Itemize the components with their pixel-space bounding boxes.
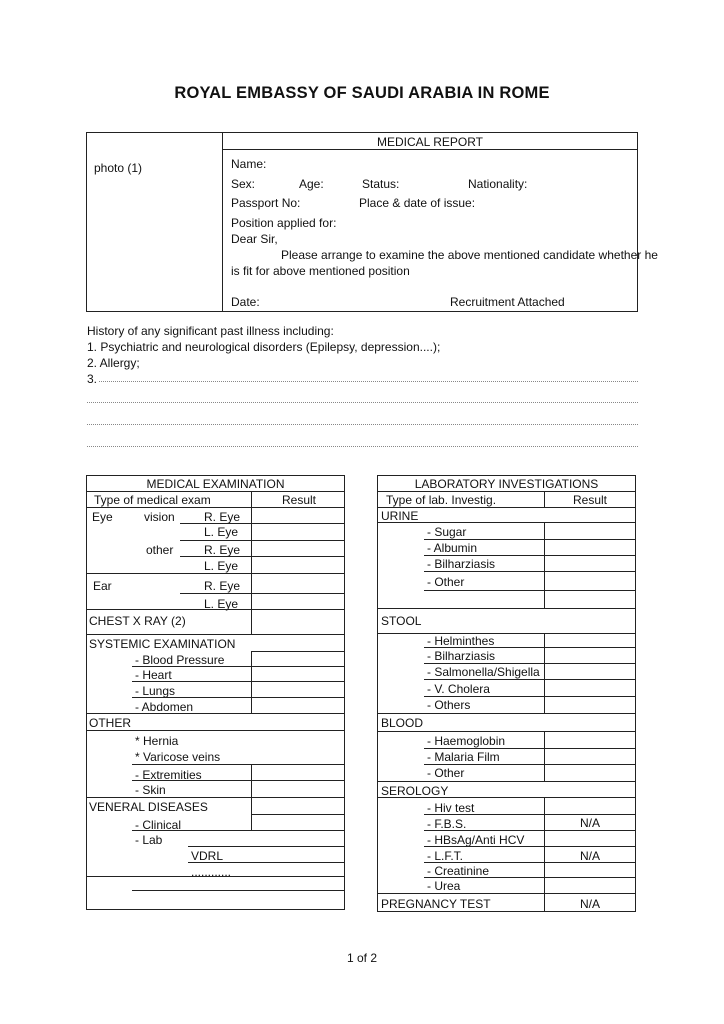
- table-rule: [86, 573, 345, 574]
- request-text-1: Please arrange to examine the above mentioned candidate whether he: [281, 248, 658, 262]
- position-label: Position applied for:: [231, 216, 337, 230]
- helminthes-label: - Helminthes: [427, 634, 495, 648]
- photo-placeholder: photo (1): [94, 161, 143, 175]
- table-rule: [424, 571, 636, 572]
- recruitment-label: Recruitment Attached: [450, 295, 565, 309]
- lft-result: N/A: [579, 849, 600, 863]
- table-rule: [132, 890, 345, 891]
- table-rule: [188, 862, 345, 863]
- other-section-label: OTHER: [89, 716, 131, 730]
- sex-label: Sex:: [231, 177, 256, 191]
- page-title: ROYAL EMBASSY OF SAUDI ARABIA IN ROME: [174, 84, 550, 102]
- other-urine-label: - Other: [427, 575, 465, 589]
- systemic-exam-label: SYSTEMIC EXAMINATION: [89, 637, 236, 651]
- result-column-line: [544, 522, 545, 608]
- varicose-label: * Varicose veins: [135, 750, 221, 764]
- table-rule: [377, 893, 636, 894]
- result-column-line: [544, 633, 545, 713]
- lab-dots: ............: [191, 865, 232, 879]
- table-rule: [86, 491, 345, 492]
- other-leye: L. Eye: [204, 559, 239, 573]
- bilharziasis-stool-label: - Bilharziasis: [427, 649, 496, 663]
- table-rule: [188, 846, 345, 847]
- report-title: MEDICAL REPORT: [376, 135, 484, 149]
- ear-leye: L. Eye: [204, 597, 239, 611]
- veneral-diseases-label: VENERAL DISEASES: [89, 800, 208, 814]
- table-rule: [180, 593, 345, 594]
- ear-reye: R. Eye: [204, 579, 241, 593]
- table-rule: [86, 634, 345, 635]
- col-type-lab: Type of lab. Investig.: [386, 493, 497, 507]
- blood-label: BLOOD: [381, 716, 424, 730]
- table-rule: [424, 696, 636, 697]
- fbs-result: N/A: [579, 816, 600, 830]
- history-heading: History of any significant past illness including:: [87, 324, 334, 338]
- chest-xray-label: CHEST X RAY (2): [89, 614, 186, 628]
- table-rule: [377, 797, 636, 798]
- table-rule: [86, 609, 345, 610]
- status-label: Status:: [362, 177, 400, 191]
- result-column-line: [251, 651, 252, 713]
- table-rule: [180, 523, 345, 524]
- lab-investigations-title: LABORATORY INVESTIGATIONS: [414, 477, 599, 491]
- dotted-line: [99, 381, 638, 382]
- age-label: Age:: [299, 177, 324, 191]
- table-rule: [377, 491, 636, 492]
- passport-label: Passport No:: [231, 196, 301, 210]
- history-item-3: 3.: [87, 372, 98, 386]
- table-rule: [132, 764, 345, 765]
- clinical-label: - Clinical: [135, 818, 182, 832]
- table-rule: [132, 666, 345, 667]
- skin-label: - Skin: [135, 783, 166, 797]
- report-header-box: [86, 132, 638, 312]
- table-rule: [424, 647, 636, 648]
- table-rule: [251, 814, 345, 815]
- table-rule: [132, 830, 345, 831]
- table-rule: [377, 608, 636, 609]
- table-rule: [132, 681, 345, 682]
- eye-label: Eye: [92, 510, 113, 524]
- name-label: Name:: [231, 157, 267, 171]
- table-rule: [377, 633, 636, 634]
- other-reye: R. Eye: [204, 543, 241, 557]
- extremities-label: - Extremities: [135, 768, 202, 782]
- col-type-medical: Type of medical exam: [94, 493, 211, 507]
- page-number: 1 of 2: [346, 951, 378, 965]
- table-rule: [424, 764, 636, 765]
- place-date-label: Place & date of issue:: [359, 196, 476, 210]
- vision-label: vision: [144, 510, 175, 524]
- bilharziasis-urine-label: - Bilharziasis: [427, 557, 496, 571]
- vision-leye: L. Eye: [204, 525, 239, 539]
- nationality-label: Nationality:: [468, 177, 528, 191]
- malaria-label: - Malaria Film: [427, 750, 500, 764]
- table-rule: [180, 556, 345, 557]
- result-column-line: [251, 491, 252, 634]
- sugar-label: - Sugar: [427, 525, 467, 539]
- report-title-divider: [222, 149, 638, 150]
- serology-label: SEROLOGY: [381, 784, 449, 798]
- others-label: - Others: [427, 698, 471, 712]
- other-label: other: [146, 543, 174, 557]
- table-rule: [86, 507, 345, 508]
- pregnancy-test-label: PREGNANCY TEST: [381, 897, 491, 911]
- table-rule: [424, 877, 636, 878]
- col-result-lab: Result: [573, 493, 608, 507]
- table-rule: [132, 780, 345, 781]
- table-rule: [180, 540, 345, 541]
- date-label: Date:: [231, 295, 260, 309]
- table-rule: [424, 590, 636, 591]
- medical-exam-title: MEDICAL EXAMINATION: [146, 477, 285, 491]
- fbs-label: - F.B.S.: [427, 817, 467, 831]
- pregnancy-result: N/A: [579, 897, 600, 911]
- table-rule: [424, 862, 636, 863]
- ear-label: Ear: [93, 579, 112, 593]
- table-rule: [424, 555, 636, 556]
- table-rule: [424, 748, 636, 749]
- hbsag-label: - HBsAg/Anti HCV: [427, 833, 525, 847]
- history-item-1: 1. Psychiatric and neurological disorders (Epilepsy, depression....);: [87, 340, 441, 354]
- salutation: Dear Sir,: [231, 232, 278, 246]
- table-rule: [86, 797, 345, 798]
- lab-label: - Lab: [135, 833, 163, 847]
- table-rule: [377, 713, 636, 714]
- urea-label: - Urea: [427, 879, 461, 893]
- dotted-line: [87, 402, 638, 403]
- creatinine-label: - Creatinine: [427, 864, 490, 878]
- table-rule: [86, 876, 345, 877]
- table-rule: [132, 697, 345, 698]
- lungs-label: - Lungs: [135, 684, 176, 698]
- cholera-label: - V. Cholera: [427, 682, 490, 696]
- table-rule: [251, 651, 345, 652]
- result-column-line: [544, 731, 545, 781]
- table-rule: [377, 731, 636, 732]
- table-rule: [424, 846, 636, 847]
- lft-label: - L.F.T.: [427, 849, 464, 863]
- table-rule: [424, 814, 636, 815]
- albumin-label: - Albumin: [427, 541, 478, 555]
- table-rule: [424, 679, 636, 680]
- table-rule: [86, 713, 345, 714]
- history-item-2: 2. Allergy;: [87, 356, 140, 370]
- dotted-line: [87, 446, 638, 447]
- request-text-2: is fit for above mentioned position: [231, 264, 410, 278]
- dotted-line: [87, 424, 638, 425]
- salmonella-label: - Salmonella/Shigella: [427, 665, 540, 679]
- table-rule: [424, 539, 636, 540]
- other-blood-label: - Other: [427, 766, 465, 780]
- table-rule: [86, 730, 345, 731]
- table-rule: [377, 522, 636, 523]
- urine-label: URINE: [381, 509, 419, 523]
- table-rule: [377, 781, 636, 782]
- hernia-label: * Hernia: [135, 734, 179, 748]
- vdrl-label: VDRL: [191, 849, 224, 863]
- photo-divider: [222, 132, 223, 312]
- blood-pressure-label: - Blood Pressure: [135, 653, 225, 667]
- stool-label: STOOL: [381, 614, 422, 628]
- hiv-label: - Hiv test: [427, 801, 475, 815]
- haemoglobin-label: - Haemoglobin: [427, 734, 506, 748]
- vision-reye: R. Eye: [204, 510, 241, 524]
- result-column-line: [544, 491, 545, 507]
- table-rule: [424, 663, 636, 664]
- col-result-medical: Result: [282, 493, 317, 507]
- table-rule: [424, 830, 636, 831]
- abdomen-label: - Abdomen: [135, 700, 194, 714]
- heart-label: - Heart: [135, 668, 172, 682]
- table-rule: [377, 507, 636, 508]
